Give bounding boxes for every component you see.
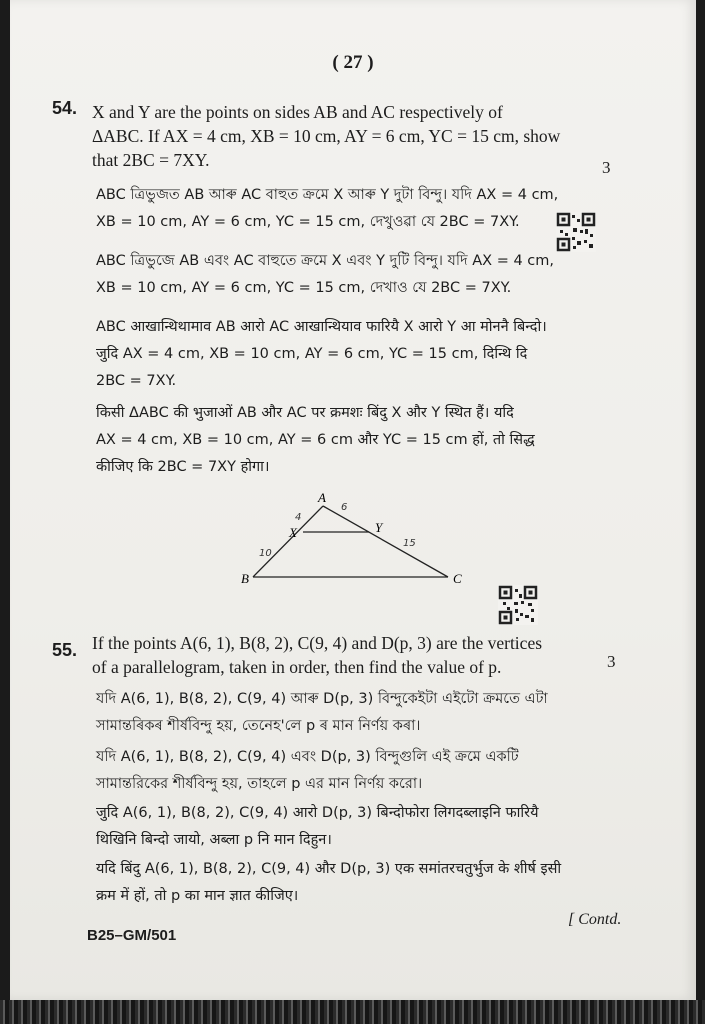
question-55-marks: 3	[607, 652, 616, 671]
length-ax: 4	[295, 512, 302, 523]
text-line: XB = 10 cm, AY = 6 cm, YC = 15 cm, দেখুওৱা যে 2BC = 7XY.	[96, 214, 520, 230]
text-line: X and Y are the points on sides AB and AC respectively of	[92, 102, 503, 122]
question-55-assamese	[96, 686, 548, 740]
label-b: B	[241, 571, 249, 586]
side-ac	[323, 506, 448, 577]
length-ay: 6	[341, 502, 348, 513]
label-a: A	[318, 490, 326, 505]
text-line: সামান্তৰিকৰ শীৰ্ষবিন্দু হয়, তেনেহ'লে p ৰ মান নিৰ্ণয় কৰা।	[96, 718, 421, 734]
text-line: ABC ত্রিভুজে AB এবং AC বাহুতে ক্রমে X এবং Y দুটি বিন্দু। যদি AX = 4 cm,	[96, 253, 555, 269]
text-line: যদি A(6, 1), B(8, 2), C(9, 4) আৰু D(p, 3) বিন্দুকেইটা এইটো ক্ৰমতে এটা	[96, 691, 548, 707]
text-line: जुदि AX = 4 cm, XB = 10 cm, AY = 6 cm, YC = 15 cm, दिन्थि दि	[96, 346, 528, 362]
text-line: क्रम में हों, तो p का मान ज्ञात कीजिए।	[96, 888, 299, 904]
question-55-english	[92, 631, 542, 679]
text-line: यदि बिंदु A(6, 1), B(8, 2), C(9, 4) और D(p, 3) एक समांतरचतुर्भुज के शीर्ष इसी	[96, 861, 562, 877]
text-line: AX = 4 cm, XB = 10 cm, AY = 6 cm और YC = 15 cm हों, तो सिद्ध	[96, 432, 535, 448]
continued-label: [ Contd.	[568, 911, 622, 928]
text-line: XB = 10 cm, AY = 6 cm, YC = 15 cm, দেখাও যে 2BC = 7XY.	[96, 280, 512, 296]
question-54-number: 54.	[52, 98, 78, 118]
question-54-marks: 3	[602, 158, 611, 177]
text-line: ABC आखान्थिथामाव AB आरो AC आखान्थियाव फारियै X आरो Y आ मोननै बिन्दो।	[96, 319, 547, 335]
question-54-english	[92, 100, 560, 172]
question-55-hindi	[96, 856, 561, 910]
page-number: ( 27 )	[332, 52, 374, 73]
text-line: যদি A(6, 1), B(8, 2), C(9, 4) এবং D(p, 3) বিন্দুগুলি এই ক্রমে একটি	[96, 749, 519, 765]
length-xb: 10	[259, 548, 272, 559]
label-c: C	[453, 571, 462, 586]
question-54-bodo	[96, 314, 547, 395]
qr-code-icon	[556, 212, 596, 252]
text-line: ΔABC. If AX = 4 cm, XB = 10 cm, AY = 6 cm, YC = 15 cm, show	[92, 126, 561, 146]
text-line: If the points A(6, 1), B(8, 2), C(9, 4) and D(p, 3) are the vertices	[92, 633, 543, 653]
question-55-bengali	[96, 744, 519, 798]
qr-code-icon	[498, 585, 538, 625]
text-line: ABC ত্ৰিভুজত AB আৰু AC বাহুত ক্ৰমে X আৰু Y দুটা বিন্দু। যদি AX = 4 cm,	[96, 187, 559, 203]
text-line: 2BC = 7XY.	[96, 373, 177, 389]
question-55-number: 55.	[52, 640, 78, 660]
text-line: जुदि A(6, 1), B(8, 2), C(9, 4) आरो D(p, 3) बिन्दोफोरा लिगदब्लाइनि फारियै	[96, 805, 539, 821]
text-line: of a parallelogram, taken in order, then find the value of p.	[92, 657, 502, 677]
text-line: कीजिए कि 2BC = 7XY होगा।	[96, 459, 270, 475]
text-line: সামান্তরিকের শীর্ষবিন্দু হয়, তাহলে p এর মান নির্ণয় করো।	[96, 776, 423, 792]
question-54-hindi	[96, 400, 535, 481]
label-x: X	[289, 525, 297, 540]
exam-page	[10, 0, 696, 1000]
label-y: Y	[375, 520, 383, 535]
text-line: that 2BC = 7XY.	[92, 150, 210, 170]
page-bottom-edge	[0, 1000, 705, 1024]
triangle-figure	[235, 488, 475, 593]
paper-code: B25–GM/501	[87, 927, 177, 944]
question-55-bodo	[96, 800, 539, 854]
question-54-assamese	[96, 182, 558, 236]
side-ab	[253, 506, 323, 577]
question-54-bengali	[96, 248, 554, 302]
length-yc: 15	[403, 538, 416, 549]
text-line: थिखिनि बिन्दो जायो, अब्ला p नि मान दिहुन।	[96, 832, 332, 848]
text-line: किसी ΔABC की भुजाओं AB और AC पर क्रमशः बिंदु X और Y स्थित हैं। यदि	[96, 405, 514, 421]
